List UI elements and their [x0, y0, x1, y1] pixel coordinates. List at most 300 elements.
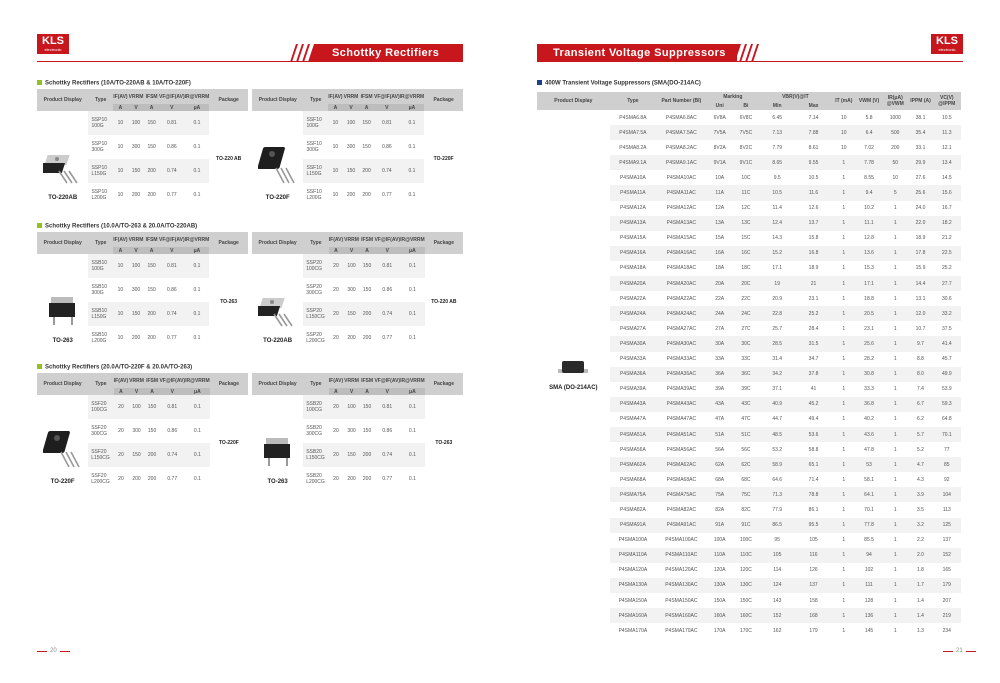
cell: P4SMA20AC [656, 276, 706, 291]
cell: 170C [739, 627, 752, 634]
cell: 200 [360, 302, 375, 326]
cell: 170A [713, 627, 726, 634]
cell: 7V5A [707, 125, 733, 140]
cell: 0.81 [374, 111, 400, 135]
cell: 51C [733, 427, 759, 442]
cell: 200 [347, 335, 356, 341]
product-image [537, 110, 610, 638]
cell: 13C [733, 216, 759, 231]
cell: 27C [741, 325, 751, 332]
cell: 28.2 [864, 356, 874, 363]
cell: 100A [713, 537, 726, 544]
cell: 10 [328, 159, 343, 183]
cell: 20 [118, 476, 124, 482]
cell: P4SMA91A [610, 518, 656, 533]
cell: 7.88 [795, 125, 831, 140]
cell: P4SMA8.2A [619, 144, 647, 151]
col-product-display: Product Display [252, 232, 303, 254]
cell: 1 [893, 537, 897, 544]
col-vf: VF@IF(AV) [374, 89, 400, 104]
cell: SSP10 100G [88, 111, 113, 135]
cell: 25.2 [941, 265, 952, 272]
cell: 14.5 [941, 174, 952, 181]
col-ifsm: IFSM [144, 232, 159, 247]
cell: 300 [347, 428, 356, 434]
cell: 47A [715, 416, 725, 423]
cell: 11A [707, 185, 733, 200]
cell: 1 [842, 265, 846, 272]
cell: 56A [715, 446, 725, 453]
cell: 1 [842, 416, 846, 423]
cell: P4SMA82AC [666, 506, 697, 513]
cell: 71.4 [808, 476, 819, 483]
cell: 1 [842, 476, 846, 483]
cell: 86.1 [808, 506, 819, 513]
cell: 160A [707, 608, 733, 623]
cell: 150 [145, 395, 160, 419]
cell: P4SMA27AC [666, 325, 697, 332]
cell: 58.1 [864, 476, 874, 483]
cell: SSB10 300G [91, 284, 108, 296]
right-header-rule [537, 61, 963, 62]
unit: V [159, 388, 185, 395]
cell: 1 [842, 597, 846, 604]
col-ifsm: IFSM [360, 373, 375, 388]
cell: 8V2C [739, 144, 753, 151]
cell: 9.5 [773, 174, 781, 181]
cell: 5.8 [865, 114, 873, 121]
cell: 0.86 [166, 287, 177, 293]
col-if: IF(AV) [329, 232, 344, 247]
cell: 9.4 [856, 185, 882, 200]
cell: 1.8 [917, 567, 924, 574]
cell: 16.7 [941, 205, 952, 212]
cell: 7V5C [733, 125, 759, 140]
cell: 70.1 [864, 506, 874, 513]
cell: P4SMA62AC [656, 457, 706, 472]
cell: SSF10 100G [303, 111, 328, 135]
cell: P4SMA56A [619, 446, 646, 453]
cell: P4SMA10A [619, 174, 646, 181]
product-image [252, 111, 303, 207]
product-image-label: SMA (DO-214AC) [549, 385, 598, 392]
cell: 18.9 [915, 235, 926, 242]
cell: 31.5 [795, 336, 831, 351]
ribbon-stripes-right [735, 44, 765, 62]
cell: 10 [328, 111, 343, 135]
cell: 29.9 [908, 155, 932, 170]
cell: 1 [832, 185, 856, 200]
cell: 22.5 [933, 246, 961, 261]
cell: 15C [741, 235, 751, 242]
cell: 150 [147, 428, 157, 434]
cell: 86.5 [759, 518, 795, 533]
col-part-number: Part Number (BI) [656, 92, 706, 110]
cell: 24A [707, 306, 733, 321]
cell: SSF10 L200G [306, 189, 322, 201]
cell: 12.6 [808, 205, 819, 212]
cell: 0.86 [382, 428, 393, 434]
cell: 92 [944, 476, 950, 483]
cell: 100 [343, 111, 359, 135]
brand-logo-right: KLS electronic [931, 34, 963, 54]
cell: 300 [131, 144, 141, 150]
col-type: Type [88, 232, 113, 254]
cell: 18.8 [864, 295, 874, 302]
cell: 8.55 [864, 174, 874, 181]
cell: 0.1 [408, 144, 416, 150]
cell: P4SMA7.5AC [656, 125, 706, 140]
cell: 150 [343, 302, 359, 326]
cell: 1 [832, 578, 856, 593]
cell: 70.1 [933, 427, 961, 442]
cell: 11.6 [795, 185, 831, 200]
cell: P4SMA9.1A [610, 155, 656, 170]
unit: A [145, 388, 160, 395]
package-name: TO-220F [218, 440, 239, 446]
col-if: IF(AV) [328, 89, 343, 104]
cell: 0.77 [167, 476, 178, 482]
cell: 1 [882, 487, 908, 502]
cell: 200 [144, 159, 159, 183]
cell: 16C [733, 246, 759, 261]
cell: P4SMA10AC [666, 174, 697, 181]
cell: 13A [707, 216, 733, 231]
cell: 21 [795, 276, 831, 291]
cell: 68A [715, 476, 725, 483]
cell: 1 [832, 155, 856, 170]
cell: 100 [128, 254, 144, 278]
cell: 37.5 [941, 325, 952, 332]
col-package: Package [209, 89, 248, 111]
cell: 35.4 [908, 125, 932, 140]
cell: P4SMA130AC [656, 578, 706, 593]
cell: P4SMA16A [610, 246, 656, 261]
cell: 13.4 [933, 155, 961, 170]
cell: 0.86 [167, 428, 178, 434]
col-type: Type [88, 89, 113, 111]
cell: 0.1 [193, 287, 201, 293]
cell: 1 [832, 518, 856, 533]
section-title-2: Schottky Rectifiers (10.0A/TO-263 & 20.0A/TO-220AB) [37, 223, 197, 230]
cell: 100 [128, 395, 144, 419]
cell: 22A [715, 295, 725, 302]
cell: 71.3 [759, 487, 795, 502]
cell: 56C [741, 446, 751, 453]
unit: V [374, 388, 400, 395]
cell: 0.86 [382, 287, 393, 293]
cell: P4SMA150AC [665, 597, 698, 604]
col-package: Package [425, 373, 463, 395]
cell: SSF20 300CG [91, 425, 108, 437]
col-package: Package [210, 373, 248, 395]
cell: 6V8A [713, 114, 726, 121]
unit: A [328, 104, 343, 111]
cell: 8.0 [908, 367, 932, 382]
cell: 0.1 [400, 254, 425, 278]
cell: 38.1 [915, 114, 926, 121]
cell: 18C [741, 265, 751, 272]
cell: P4SMA24A [610, 306, 656, 321]
col-vrrm: VRRM [343, 232, 359, 247]
cell: 1 [893, 295, 897, 302]
col-product-display: Product Display [252, 373, 303, 395]
cell: 20 [333, 428, 339, 434]
cell: 0.1 [193, 335, 201, 341]
cell: SSF10 300G [306, 141, 322, 153]
cell: 114 [773, 567, 782, 574]
cell: 1 [842, 174, 846, 181]
cell: 12.8 [864, 235, 874, 242]
cell: 14.3 [772, 235, 783, 242]
cell: P4SMA20A [610, 276, 656, 291]
cell: 113 [942, 506, 951, 513]
cell: 50 [882, 155, 908, 170]
col-ippm: IPPM (A) [908, 92, 932, 110]
brand-logo-left: KLS electronic [37, 34, 69, 54]
cell: 1 [882, 608, 908, 623]
col-vrrm: VRRM [343, 89, 359, 104]
cell: 20 [333, 476, 339, 482]
col-product-display: Product Display [37, 373, 88, 395]
cell: 145 [864, 627, 874, 634]
cell: 0.77 [381, 192, 392, 198]
cell: P4SMA68A [619, 476, 646, 483]
cell: P4SMA170A [618, 627, 648, 634]
cell: 22.0 [908, 216, 932, 231]
cell: 150 [128, 159, 144, 183]
cell: 1 [842, 386, 846, 393]
cell: 0.1 [185, 111, 210, 135]
cell: 8.65 [759, 155, 795, 170]
cell: 0.81 [159, 111, 185, 135]
cell: 0.1 [408, 476, 416, 482]
cell: 219 [933, 608, 961, 623]
cell: P4SMA130A [610, 578, 656, 593]
cell: 1 [893, 265, 897, 272]
cell: 19 [759, 276, 795, 291]
cell: 23.1 [864, 325, 874, 332]
cell: 43.6 [856, 427, 882, 442]
cell: 0.1 [193, 192, 201, 198]
unit: V [159, 247, 185, 254]
product-image [252, 254, 303, 350]
cell: 200 [144, 302, 159, 326]
product-image-label: TO-220AB [263, 338, 293, 344]
cell: 62C [733, 457, 759, 472]
col-vf: VF@IF(AV) [159, 89, 185, 104]
cell: 62A [707, 457, 733, 472]
cell: 0.1 [400, 302, 425, 326]
cell: 53.9 [941, 386, 952, 393]
col-product-display: Product Display [37, 232, 88, 254]
cell: P4SMA170AC [665, 627, 698, 634]
cell: P4SMA75A [610, 487, 656, 502]
unit: μA [185, 388, 210, 395]
col-if: IF(AV) [114, 373, 129, 388]
unit: A [329, 247, 344, 254]
cell: 58.8 [808, 446, 819, 453]
col-type: Type [88, 373, 113, 395]
col-type: Type [303, 373, 328, 395]
cell: 200 [359, 159, 374, 183]
cell: 40.2 [864, 416, 874, 423]
package-name: TO-220 AB [215, 156, 242, 162]
unit: A [144, 247, 159, 254]
cell: 9V1C [733, 155, 759, 170]
cell: 82C [741, 506, 751, 513]
cell: 15.9 [915, 265, 926, 272]
cell: 200 [362, 335, 372, 341]
unit: A [360, 388, 375, 395]
package-name: TO-263 [220, 299, 238, 305]
col-product-display: Product Display [537, 92, 610, 110]
cell: 18.9 [808, 265, 819, 272]
cell: 152 [759, 608, 795, 623]
cell: 10 [832, 125, 856, 140]
cell: 1 [842, 567, 846, 574]
cell: 8V2A [713, 144, 726, 151]
cell: 53.2 [772, 446, 783, 453]
cell: 3.9 [908, 487, 932, 502]
cell: P4SMA62A [610, 457, 656, 472]
cell: 150A [713, 597, 726, 604]
cell: 64.8 [941, 416, 952, 423]
cell: 9.7 [908, 336, 932, 351]
package-name: TO-220 AB [431, 299, 457, 305]
cell: 59.3 [933, 397, 961, 412]
cell: P4SMA82A [619, 506, 646, 513]
cell: 137 [942, 537, 951, 544]
cell: 150 [128, 302, 144, 326]
cell: 18A [715, 265, 725, 272]
cell: 20 [329, 302, 344, 326]
cell: 10 [117, 192, 124, 198]
table-row [252, 111, 463, 135]
cell: 12A [715, 205, 725, 212]
cell: 17.1 [856, 276, 882, 291]
cell: 20A [707, 276, 733, 291]
cell: P4SMA27A [619, 325, 646, 332]
cell: 27A [715, 325, 725, 332]
cell: 200 [362, 476, 372, 482]
col-product-display: Product Display [252, 89, 303, 111]
cell: 500 [882, 125, 908, 140]
cell: 17.1 [772, 265, 783, 272]
cell: P4SMA12AC [666, 205, 697, 212]
cell: 3.5 [917, 506, 924, 513]
cell: 0.74 [159, 443, 185, 467]
cell: 68C [741, 476, 751, 483]
cell: 0.1 [400, 443, 425, 467]
cell: P4SMA120AC [665, 567, 698, 574]
cell: 65.1 [795, 457, 831, 472]
cell: P4SMA68AC [666, 476, 697, 483]
cell: 7.79 [772, 144, 783, 151]
unit: V [128, 388, 144, 395]
cell: 85 [933, 457, 961, 472]
cell: 150 [362, 144, 371, 150]
cell: P4SMA18A [619, 265, 646, 272]
cell: 33.1 [915, 144, 926, 151]
cell: 58.9 [759, 457, 795, 472]
table-row [252, 395, 463, 419]
cell: 10A [715, 174, 725, 181]
cell: 130A [707, 578, 733, 593]
cell: 0.1 [400, 111, 425, 135]
cell: SSB20 L200CG [306, 473, 325, 485]
cell: 128 [864, 597, 874, 604]
col-type: Type [303, 89, 328, 111]
section-title-1: Schottky Rectifiers (10A/TO-220AB & 10A/TO-220F) [37, 80, 191, 87]
cell: 0.1 [400, 395, 425, 419]
cell: 95.5 [795, 518, 831, 533]
cell: 150 [360, 395, 375, 419]
cell: P4SMA75AC [656, 487, 706, 502]
cell: 1 [842, 325, 846, 332]
table-row [537, 110, 961, 125]
cell: 1 [893, 627, 897, 634]
cell: 1 [842, 446, 846, 453]
cell: 0.77 [166, 192, 177, 198]
cell: SSP10 300G [91, 141, 108, 153]
cell: 1 [832, 336, 856, 351]
cell: SSF20 L200CG [91, 473, 110, 485]
cell: 234 [942, 627, 951, 634]
cell: 4.7 [908, 457, 932, 472]
cell: 12C [741, 205, 751, 212]
cell: SSB10 100G [88, 254, 113, 278]
cell: 104 [933, 487, 961, 502]
cell: 0.1 [185, 395, 210, 419]
tvs-section-title: 400W Transient Voltage Suppressors (SMA(DO-214AC) [537, 80, 701, 87]
cell: 200 [147, 476, 157, 482]
cell: P4SMA56AC [666, 446, 697, 453]
cell: 200 [346, 192, 356, 198]
cell: P4SMA160AC [656, 608, 706, 623]
cell: 162 [773, 627, 782, 634]
cell: 158 [809, 597, 818, 604]
cell: 33C [741, 356, 751, 363]
cell: 30A [707, 336, 733, 351]
cell: 150 [128, 443, 144, 467]
cell: P4SMA11A [610, 185, 656, 200]
cell: 137 [795, 578, 831, 593]
cell: 1 [842, 627, 846, 634]
cell: 20 [118, 428, 124, 434]
cell: 0.74 [159, 302, 185, 326]
cell: P4SMA6.8AC [665, 114, 697, 121]
cell: 13.1 [915, 295, 926, 302]
cell: SSF20 L150CG [88, 443, 113, 467]
cell: 15.8 [808, 235, 819, 242]
cell: 168 [795, 608, 831, 623]
cell: P4SMA47A [619, 416, 646, 423]
cell: 45.2 [795, 397, 831, 412]
cell: 20 [333, 335, 339, 341]
cell: 143 [773, 597, 782, 604]
cell: P4SMA100AC [665, 537, 698, 544]
cell: 1 [893, 567, 897, 574]
cell: 10 [113, 111, 128, 135]
cell: 7.78 [856, 155, 882, 170]
cell: SSP10 L200G [91, 189, 108, 201]
cell: 207 [942, 597, 951, 604]
cell: 44.7 [772, 416, 783, 423]
cell: 1 [893, 235, 897, 242]
unit: A [144, 104, 159, 111]
cell: SSB10 L200G [91, 332, 108, 344]
